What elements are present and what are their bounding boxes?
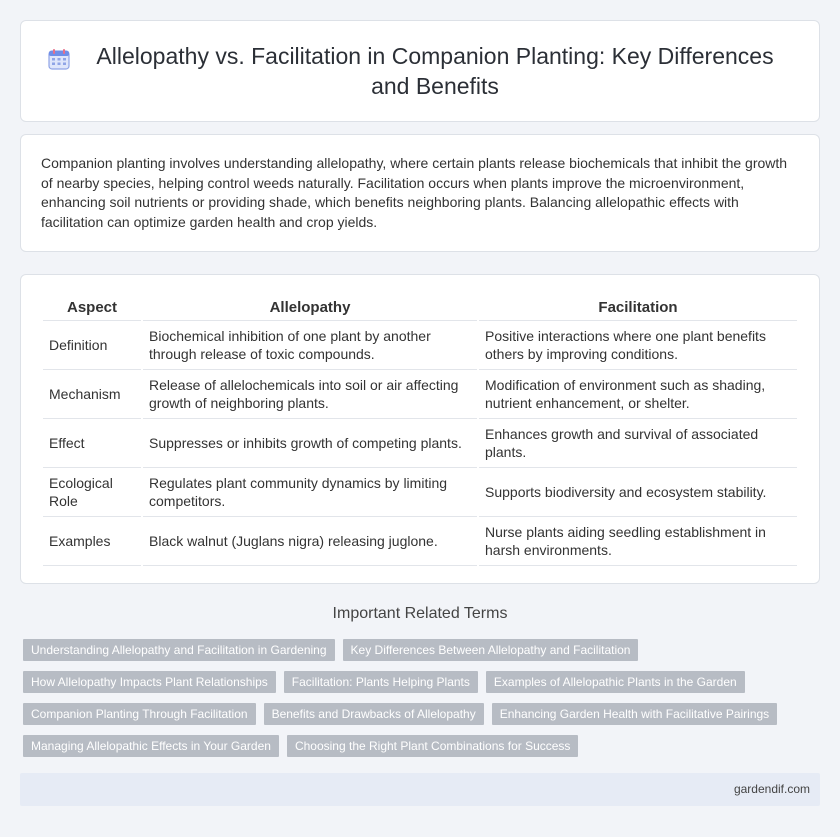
cell-aspect: Ecological Role <box>43 468 141 517</box>
related-terms-title: Important Related Terms <box>332 605 508 622</box>
page-title: Allelopathy vs. Facilitation in Companion Planting: Key Differences and Benefits <box>96 43 774 99</box>
cell-aspect: Mechanism <box>43 370 141 419</box>
related-term-tag[interactable]: Companion Planting Through Facilitation <box>23 703 256 725</box>
cell-aspect: Examples <box>43 517 141 566</box>
related-term-tag[interactable]: Enhancing Garden Health with Facilitative Pairings <box>492 703 777 725</box>
header-card <box>20 20 820 122</box>
cell-aspect: Definition <box>43 321 141 370</box>
table-row <box>43 517 797 566</box>
intro-paragraph: Companion planting involves understanding allelopathy, where certain plants release biochemicals that inhibit the growth of nearby species, helping control weeds naturally. Facilitation occurs when plants improve the microenvironment, enhancing soil nutrients or providing shade, which benefits neighboring plants. Balancing allelopathic effects with facilitation can optimize garden health and crop yields. <box>41 155 788 230</box>
cell-facilitation: Modification of environment such as shading, nutrient enhancement, or shelter. <box>479 370 797 419</box>
table-row <box>43 468 797 517</box>
table-row <box>43 321 797 370</box>
related-term-tag[interactable]: Examples of Allelopathic Plants in the Garden <box>486 671 745 693</box>
footer <box>20 773 820 806</box>
cell-allelopathy: Regulates plant community dynamics by limiting competitors. <box>143 468 477 517</box>
tag-row <box>23 639 813 661</box>
comparison-table <box>41 295 799 566</box>
table-row <box>43 419 797 468</box>
cell-facilitation: Supports biodiversity and ecosystem stability. <box>479 468 797 517</box>
intro-card <box>20 134 820 252</box>
related-term-tag[interactable]: Choosing the Right Plant Combinations for Success <box>287 735 578 757</box>
cell-facilitation: Enhances growth and survival of associated plants. <box>479 419 797 468</box>
related-term-tag[interactable]: How Allelopathy Impacts Plant Relationships <box>23 671 276 693</box>
table-header-row <box>43 295 797 321</box>
header-allelopathy: Allelopathy <box>143 295 477 321</box>
cell-allelopathy: Release of allelochemicals into soil or air affecting growth of neighboring plants. <box>143 370 477 419</box>
cell-facilitation: Nurse plants aiding seedling establishment in harsh environments. <box>479 517 797 566</box>
related-term-tag[interactable]: Key Differences Between Allelopathy and Facilitation <box>343 639 639 661</box>
header-facilitation: Facilitation <box>479 295 797 321</box>
cell-allelopathy: Suppresses or inhibits growth of competing plants. <box>143 419 477 468</box>
tag-row <box>23 671 813 693</box>
related-term-tag[interactable]: Benefits and Drawbacks of Allelopathy <box>264 703 484 725</box>
header-aspect: Aspect <box>43 295 141 321</box>
tag-row <box>23 703 813 725</box>
tag-row <box>23 735 813 757</box>
related-term-tag[interactable]: Facilitation: Plants Helping Plants <box>284 671 478 693</box>
related-term-tag[interactable]: Understanding Allelopathy and Facilitation in Gardening <box>23 639 335 661</box>
cell-allelopathy: Black walnut (Juglans nigra) releasing juglone. <box>143 517 477 566</box>
related-term-tag[interactable]: Managing Allelopathic Effects in Your Garden <box>23 735 279 757</box>
related-terms-list <box>23 639 813 767</box>
cell-facilitation: Positive interactions where one plant benefits others by improving conditions. <box>479 321 797 370</box>
footer-site-link[interactable]: gardendif.com <box>733 782 810 796</box>
cell-allelopathy: Biochemical inhibition of one plant by another through release of toxic compounds. <box>143 321 477 370</box>
cell-aspect: Effect <box>43 419 141 468</box>
table-row <box>43 370 797 419</box>
comparison-card <box>20 274 820 584</box>
